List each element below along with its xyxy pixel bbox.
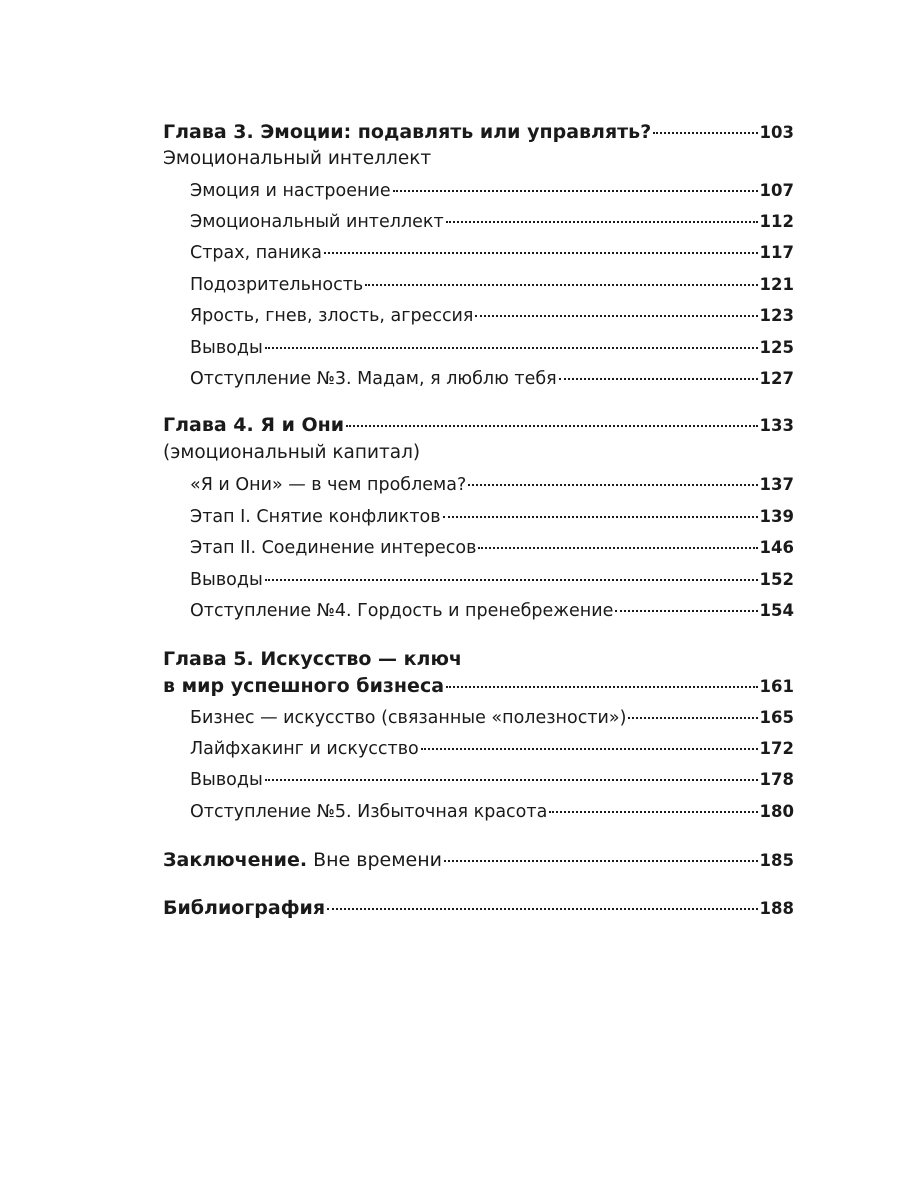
dot-leader — [468, 484, 757, 486]
entry-label: Отступление №5. Избыточная красота — [190, 802, 548, 822]
entry-label: Страх, паника — [190, 243, 323, 263]
toc-entry — [190, 270, 794, 300]
dot-leader — [446, 686, 758, 688]
page-number: 137 — [759, 475, 794, 494]
bibliography-title: Библиография — [163, 897, 326, 919]
entry-label: Ярость, гнев, злость, агрессия — [190, 306, 474, 326]
page-number: 178 — [759, 770, 794, 789]
conclusion-title-bold: Заключение. — [163, 849, 308, 871]
toc-bibliography — [163, 893, 794, 923]
entry-label: «Я и Они» — в чем проблема? — [190, 475, 467, 495]
dot-leader — [475, 315, 757, 317]
dot-leader — [549, 811, 757, 813]
chapter-title-line-2: в мир успешного бизнеса — [163, 675, 445, 697]
dot-leader — [478, 547, 757, 549]
entry-label: Эмоциональный интеллект — [190, 212, 444, 232]
dot-leader — [443, 516, 758, 518]
dot-leader — [615, 610, 757, 612]
entry-label: Выводы — [190, 570, 263, 590]
page-number: 107 — [759, 181, 794, 200]
dot-leader — [327, 908, 757, 910]
entry-label: Лайфхакинг и искусство — [190, 739, 419, 759]
dot-leader — [559, 378, 758, 380]
page-number: 180 — [759, 802, 794, 821]
toc-entry — [190, 364, 794, 394]
page-number: 121 — [759, 275, 794, 294]
toc-entry — [190, 797, 794, 827]
dot-leader — [265, 579, 758, 581]
toc-chapter-5 — [163, 671, 794, 701]
dot-leader — [421, 748, 758, 750]
toc-entry — [190, 765, 794, 795]
toc-entry — [190, 596, 794, 626]
toc-chapter-3 — [163, 117, 794, 147]
toc-entry — [190, 502, 794, 532]
entry-label: Подозрительность — [190, 275, 364, 295]
entry-label: Отступление №3. Мадам, я люблю тебя — [190, 369, 557, 389]
conclusion-title-rest: Вне времени — [313, 849, 443, 871]
dot-leader — [365, 284, 757, 286]
page-number: 127 — [759, 369, 794, 388]
page-number: 152 — [759, 570, 794, 589]
toc-entry — [190, 703, 794, 733]
dot-leader — [393, 190, 758, 192]
dot-leader — [265, 779, 758, 781]
toc-entry — [190, 533, 794, 563]
toc-entry — [190, 207, 794, 237]
chapter-title: Глава 4. Я и Они — [163, 414, 345, 436]
toc-entry — [190, 238, 794, 268]
dot-leader — [444, 860, 758, 862]
entry-label: Выводы — [190, 338, 263, 358]
toc-entry — [190, 734, 794, 764]
dot-leader — [346, 425, 757, 427]
toc-conclusion — [163, 845, 794, 875]
toc-entry — [190, 333, 794, 363]
page-number: 112 — [759, 212, 794, 231]
toc-entry — [190, 301, 794, 331]
dot-leader — [446, 221, 758, 223]
entry-label: Отступление №4. Гордость и пренебрежение — [190, 601, 614, 621]
page-number: 154 — [759, 601, 794, 620]
page-number: 161 — [759, 677, 794, 696]
entry-label: Бизнес — искусство (связанные «полезности») — [190, 708, 627, 728]
toc-entry — [190, 470, 794, 500]
toc-entry — [190, 176, 794, 206]
page-number: 165 — [759, 708, 794, 727]
dot-leader — [653, 132, 757, 134]
dot-leader — [324, 252, 758, 254]
chapter-title: Глава 3. Эмоции: подавлять или управлять? — [163, 121, 652, 143]
page-number: 185 — [759, 851, 794, 870]
entry-label: Этап I. Снятие конфликтов — [190, 507, 441, 527]
chapter-subtitle: Эмоциональный интеллект — [163, 148, 432, 169]
toc-entry — [190, 565, 794, 595]
chapter-subtitle: (эмоциональный капитал) — [163, 442, 421, 463]
entry-label: Выводы — [190, 770, 263, 790]
page-number: 133 — [759, 416, 794, 435]
page-number: 117 — [759, 243, 794, 262]
dot-leader — [265, 347, 758, 349]
dot-leader — [628, 717, 757, 719]
page-number: 188 — [759, 899, 794, 918]
page-number: 125 — [759, 338, 794, 357]
page-number: 146 — [759, 538, 794, 557]
toc-chapter-4 — [163, 410, 794, 440]
page-number: 103 — [759, 123, 794, 142]
page-number: 172 — [759, 739, 794, 758]
chapter-title-line-1: Глава 5. Искусство — ключ — [163, 648, 462, 670]
entry-label: Этап II. Соединение интересов — [190, 538, 477, 558]
page-number: 123 — [759, 306, 794, 325]
entry-label: Эмоция и настроение — [190, 181, 391, 201]
page-number: 139 — [759, 507, 794, 526]
